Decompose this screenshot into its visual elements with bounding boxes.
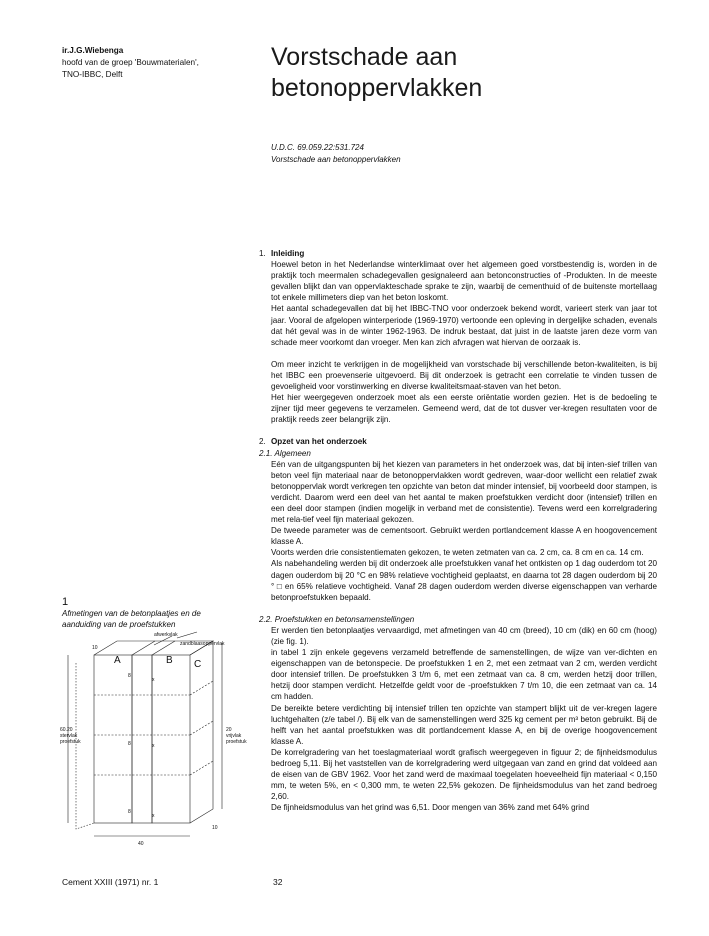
footer-journal: Cement XXIII (1971) nr. 1 [62,877,159,887]
footer-page-number: 32 [273,877,283,887]
paragraph: Om meer inzicht te verkrijgen in de mogelijkheid van vorstschade bij verschillende beton-kwaliteiten, is bij het IBBC een proevenserie uitgevoerd. Bij dit onderzoek is getracht een correlatie te vinden tussen de gevoeligheid voor vorstinwerking en diverse kwaliteitsmaat-staven van het beton. [271,359,657,392]
figure-1-drawing [62,633,252,848]
label-dim-8a: 8 [128,673,131,679]
label-afwerkvlak: afwerkvlak [154,632,178,638]
subsection-2-2-heading: 2.2. Proefstukken en betonsamenstellingen [259,614,415,624]
title-line-2: betonoppervlakken [271,74,483,102]
udc-subtitle: Vorstschade aan betonoppervlakken [271,155,401,164]
label-b: B [166,655,173,666]
label-side-right-2: vrijvlak [226,733,242,739]
label-side-right-3: proefstuk [226,739,247,745]
paragraph: Er werden tien betonplaatjes vervaardigd, met afmetingen van 40 cm (breed), 10 cm (dik) en 60 cm (hoog) (zie fig. 1). [271,625,657,646]
figure-number: 1 [62,596,69,608]
label-c: C [194,659,202,670]
slab-c-front [152,655,190,823]
label-side-right: 20 [226,727,232,733]
label-side-left-3: proefstuk [60,739,81,745]
paragraph: Als nabehandeling werden bij dit onderzoek alle proefstukken vanaf het ontkisten op 1 dag ouderdom tot 20 dagen ouderdom bij 20 °C en 98% relatieve vochtigheid geplaatst, en daarna tot 28 dagen ouderdom bij 20 ° □ en 65% relatieve vochtigheid. Vanaf 28 dagen ouderdom werden diverse eigenschappen van verharde betonproefstukken bepaald. [271,559,657,602]
paragraph: Het hier weergegeven onderzoek moet als een eerste oriëntatie worden gezien. Het is de bedoeling te zijner tijd meer gegevens te verzamelen. Gemeend werd, dat de tot dusver ver-kregen resultaten voor de praktijk reeds zeer belangrijk zijn. [271,393,657,425]
paragraph: Het aantal schadegevallen dat bij het IBBC-TNO voor onderzoek bekend wordt, varieert sterk van jaar tot jaar. Vooral de afgelopen winterperiode (1969-1970) vertoonde een opleving in dergelijke schaden, evenals dat hét geval was in de winter 1962-1963. De indruk bestaat, dat juist in de laatste jaren deze vorm van schade meer voorkomt dan vroeger. Men kan zich afvragen wat hiervan de oorzaak is. [271,304,657,347]
label-side-left: 60.20 [60,727,73,733]
author-affiliation-2: TNO-IBBC, Delft [62,70,123,79]
paragraph: De korrelgradering van het toeslagmateriaal wordt grafisch weergegeven in figuur 2; de fijnheidsmodulus bedroeg 5,11. Bij het vaststellen van de korrelgradering werd uitgegaan van zand en grind dat voldeed aan de eisen van de GBV 1962. Voor het zand werd de maximaal toegelaten hoeveelheid fijn materiaal < 0,150 mm, te weten 5%, en < 0,300 mm, te weten 22,5% gekozen. De fijnheidsmodulus van het zand bedroeg 2,60. [271,747,657,802]
title-line-1: Vorstschade aan [271,43,458,71]
label-side-left-2: stervlak [60,733,78,739]
label-dim-8c: 8 [128,809,131,815]
udc-code: U.D.C. 69.059.22:531.724 [271,143,364,152]
label-dim-8b: 8 [128,741,131,747]
slab-b-front [132,655,152,823]
udc-block [271,142,401,166]
paragraph: Hoewel beton in het Nederlandse winterklimaat over het algemeen goed vorstbestendig is, worden in de praktijk toch meermalen schadegevallen gesignaleerd aan betonconstructies of -Produkten. In de meeste gevallen blijkt dan van oppervlakteschade sprake te zijn, waarbij de cementhuid of de buitenste mortellaag tot enkele millimeters diep van het beton loskomt. [271,260,657,303]
paragraph: Eén van de uitgangspunten bij het kiezen van parameters in het onderzoek was, dat bij inten-sief trillen van beton veel fijn materiaal naar de betonoppervlakken wordt gedreven, waar-door wellicht een relatief zwak betonoppervlak wordt verkregen ten opzichte van beton dat minder intensief, bij voorbeeld door stampen, is verdicht. Daarom werd een deel van het aantal te maken proefstukken verdicht door (intensief) trillen en een deel door stampen (indien mogelijk in verband met de consistentie). Tevens werd een korrelgradering met rela-tief veel fijn materiaal gekozen. [271,459,657,525]
subsection-2-1-heading: 2.1. Algemeen [259,448,311,458]
author-affiliation-1: hoofd van de groep 'Bouwmaterialen', [62,58,199,67]
paragraph: De bereikte betere verdichting bij intensief trillen ten opzichte van stampert blijkt uit de ver-kregen lagere luchtgehalten (z/e tabel /). Bij elk van de samenstellingen werd 325 kg cement per m³ beton gebruikt. Bij de helft van het aantal proefstukken was dit portlandcement klasse A, en bij de overige hoogovencement klasse A. [271,703,657,746]
label-zandblaasoppervlak: zandblaasoppervlak [180,641,225,647]
label-x1: x [152,677,155,683]
paragraph: De tweede parameter was de cementsoort. Gebruikt werden portlandcement klasse A en hoogovencement klasse A. [271,526,657,547]
main-text [259,248,657,814]
label-dim-10: 10 [92,645,98,651]
article-title [271,42,482,104]
paragraph: in tabel 1 zijn enkele gegevens verzameld betreffende de samenstellingen, de wijze van ver-dichten en eigenschappen van de betonspecie. De proefstukken 1 en 2, met een zetmaat van 2 cm, werden verdicht door intensief trillen. De proefstukken 3 t/m 6, met een zetmaat van ca. 8 cm, werden hetzij door trillen, hetzij door stampen verdicht. Hetzelfde geldt voor de -proefstukken 7 t/m 10, die een zetmaat van ca. 14 cm hadden. [271,648,657,702]
label-x2: x [152,743,155,749]
section-1-heading: 1. Inleiding [259,249,305,258]
slab-a-front [94,655,132,823]
label-a: A [114,655,121,666]
paragraph: Voorts werden drie consistentiematen gekozen, te weten zetmaten van ca. 2 cm, ca. 8 cm en ca. 14 cm. [271,548,644,558]
section-2-heading: 2. Opzet van het onderzoek [259,437,367,447]
paragraph: De fijnheidsmodulus van het grind was 6,51. Door mengen van 36% zand met 64% grind [271,803,590,813]
label-x3: x [152,813,155,819]
label-dim-40: 40 [138,841,144,847]
author-name: ir.J.G.Wiebenga [62,46,124,55]
label-dim-10b: 10 [212,825,218,831]
figure-caption: Afmetingen van de betonplaatjes en de aanduiding van de proefstukken [62,609,201,629]
author-block [62,45,199,81]
